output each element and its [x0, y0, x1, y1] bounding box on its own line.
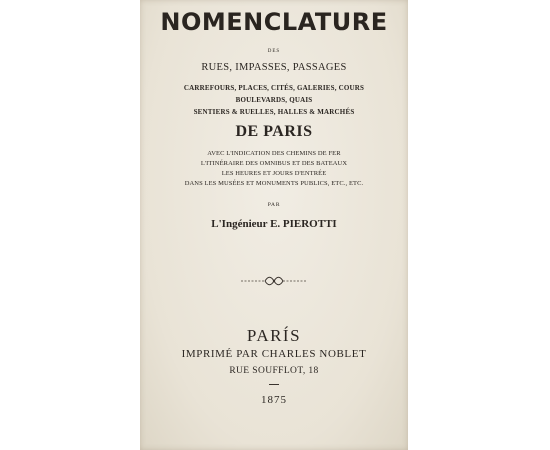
printer-line: IMPRIMÉ PAR CHARLES NOBLET — [181, 348, 367, 360]
info-line-4: DANS LES MUSÉES ET MONUMENTS PUBLICS, ETC., ETC. — [184, 180, 364, 187]
de-paris-heading: DE PARIS — [235, 123, 313, 140]
des-word: DES — [267, 49, 281, 54]
printer-address: RUE SOUFFLOT, 18 — [229, 366, 319, 376]
book-title: NOMENCLATURE — [160, 8, 388, 36]
info-line-2: L'ITINÉRAIRE DES OMNIBUS ET DES BATEAUX — [200, 160, 348, 167]
publication-place: PARÍS — [246, 326, 302, 345]
ornament-divider-icon — [239, 274, 309, 288]
info-line-1: AVEC L'INDICATION DES CHEMINS DE FER — [207, 150, 341, 157]
info-line-3: LES HEURES ET JOURS D'ENTRÉE — [221, 170, 327, 177]
subtitle-line-3: SENTIERS & RUELLES, HALLES & MARCHÉS — [193, 108, 355, 116]
par-word: PAR — [267, 202, 281, 208]
subtitle-line-2: BOULEVARDS, QUAIS — [235, 96, 313, 104]
subtitle-line-1: CARREFOURS, PLACES, CITÉS, GALERIES, COURS — [183, 84, 365, 92]
short-rule — [269, 384, 279, 385]
publication-year: 1875 — [261, 394, 287, 406]
subtitle-rues: RUES, IMPASSES, PASSAGES — [201, 62, 347, 73]
book-title-page — [140, 0, 408, 450]
author-name: L'Ingénieur E. PIEROTTI — [211, 218, 337, 230]
